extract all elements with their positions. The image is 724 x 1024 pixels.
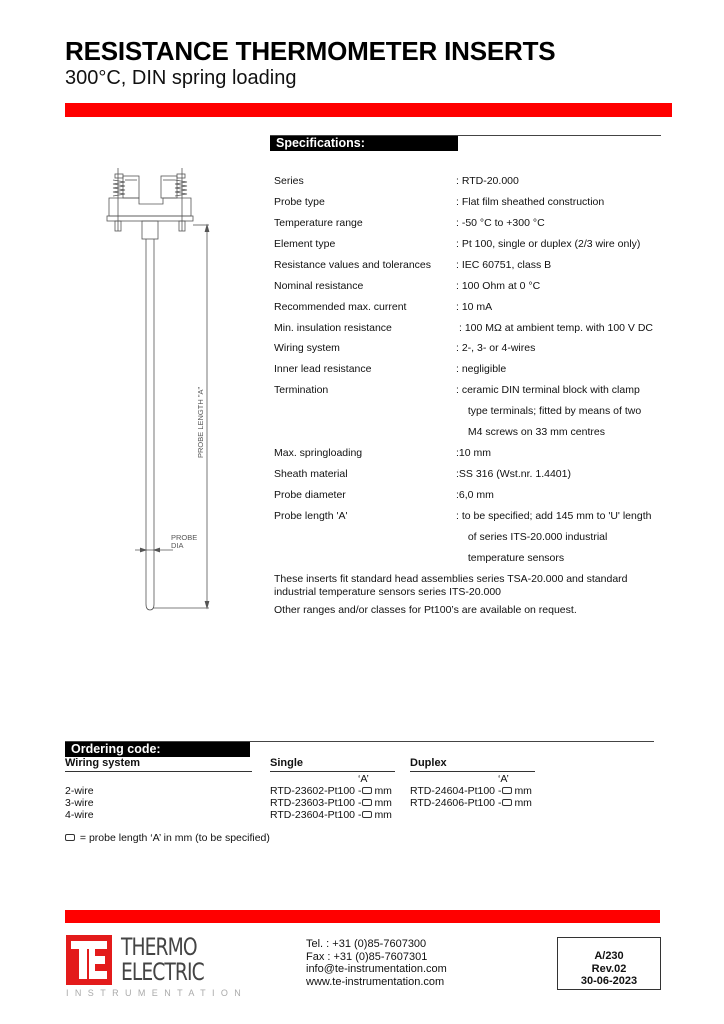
wiring-cell: 4-wire — [65, 809, 94, 821]
spec-label: Wiring system — [274, 342, 340, 354]
spec-value: M4 screws on 33 mm centres — [462, 426, 605, 438]
spec-value: : to be specified; add 145 mm to 'U' length — [456, 510, 652, 522]
spec-label: Nominal resistance — [274, 280, 364, 292]
single-underline — [270, 771, 395, 772]
length-placeholder-icon — [362, 787, 372, 794]
spec-label: Max. springloading — [274, 447, 363, 459]
spec-value: temperature sensors — [462, 552, 565, 564]
spec-value: : IEC 60751, class B — [456, 259, 552, 271]
doc-revision: Rev.02 — [591, 962, 627, 975]
header-red-bar — [65, 103, 672, 117]
single-code — [270, 797, 392, 809]
spec-value: : 100 Ohm at 0 °C — [456, 280, 541, 292]
spec-label: Sheath material — [274, 468, 348, 480]
page-subtitle: 300°C, DIN spring loading — [65, 67, 297, 89]
duplex-code — [410, 797, 532, 809]
spec-label: Min. insulation resistance — [274, 322, 392, 334]
spec-note-availability: Other ranges and/or classes for Pt100’s are available on request. — [274, 604, 577, 616]
spec-value: : negligible — [456, 363, 507, 375]
document-info-box — [557, 937, 661, 990]
duplex-a-marker: ‘A’ — [498, 773, 509, 785]
spec-value: : Pt 100, single or duplex (2/3 wire only) — [456, 238, 641, 250]
spec-label: Probe diameter — [274, 489, 346, 501]
wiring-cell: 2-wire — [65, 785, 94, 797]
footer-red-bar — [65, 910, 660, 923]
spec-label: Element type — [274, 238, 336, 250]
length-placeholder-icon — [362, 811, 372, 818]
spec-value: : 10 mA — [456, 301, 493, 313]
legend-text: = probe length ‘A’ in mm (to be specified) — [79, 832, 270, 844]
spec-label: Inner lead resistance — [274, 363, 372, 375]
code-text: RTD-23603-Pt100 - — [270, 797, 362, 809]
col-wiring-system: Wiring system — [65, 757, 141, 769]
length-placeholder-icon — [502, 787, 512, 794]
spec-value: : -50 °C to +300 °C — [456, 217, 545, 229]
unit-text: mm — [514, 797, 532, 809]
length-placeholder-icon — [65, 834, 75, 841]
code-text: RTD-24606-Pt100 - — [410, 797, 502, 809]
spec-label: Series — [274, 175, 304, 187]
te-logo-icon — [66, 935, 112, 985]
code-text: RTD-23602-Pt100 - — [270, 785, 362, 797]
unit-text: mm — [374, 797, 392, 809]
spec-value: :SS 316 (Wst.nr. 1.4401) — [456, 468, 571, 480]
logo-subtitle: INSTRUMENTATION — [66, 988, 248, 998]
spec-note-compatibility: These inserts fit standard head assemblies series TSA-20.000 and standard industrial temperature sensors series ITS-20.000 — [274, 573, 628, 598]
single-a-marker: ‘A’ — [358, 773, 369, 785]
spec-value: : Flat film sheathed construction — [456, 196, 605, 208]
page-title: RESISTANCE THERMOMETER INSERTS — [65, 36, 556, 66]
spec-label: Resistance values and tolerances — [274, 259, 432, 271]
spec-value: : 2-, 3- or 4-wires — [456, 342, 536, 354]
unit-text: mm — [374, 809, 392, 821]
ordering-heading: Ordering code: — [65, 742, 250, 757]
spec-value: :6,0 mm — [456, 489, 494, 501]
unit-text: mm — [514, 785, 532, 797]
spec-label: Termination — [274, 384, 329, 396]
ordering-legend — [65, 832, 270, 844]
spec-value: :10 mm — [456, 447, 492, 459]
unit-text: mm — [374, 785, 392, 797]
code-text: RTD-23604-Pt100 - — [270, 809, 362, 821]
contact-fax: Fax : +31 (0)85-7607301 — [306, 950, 428, 963]
length-placeholder-icon — [362, 799, 372, 806]
spec-label: Probe length 'A' — [274, 510, 348, 522]
spec-value: : 100 MΩ at ambient temp. with 100 V DC — [459, 322, 654, 334]
logo-word-thermo: THERMO — [121, 933, 197, 961]
col-single: Single — [270, 757, 304, 769]
code-text: RTD-24604-Pt100 - — [410, 785, 502, 797]
spec-label: Probe type — [274, 196, 325, 208]
wiring-underline — [65, 771, 252, 772]
length-placeholder-icon — [502, 799, 512, 806]
logo-word-electric: ELECTRIC — [121, 958, 204, 986]
spec-value: of series ITS-20.000 industrial — [462, 531, 608, 543]
single-code — [270, 785, 392, 797]
spec-value: : ceramic DIN terminal block with clamp — [456, 384, 640, 396]
duplex-underline — [410, 771, 535, 772]
probe-length-label: PROBE LENGTH "A" — [196, 386, 205, 458]
wiring-cell: 3-wire — [65, 797, 94, 809]
insert-drawing — [95, 168, 225, 618]
spec-label: Recommended max. current — [274, 301, 407, 313]
single-code — [270, 809, 392, 821]
spec-heading: Specifications: — [270, 136, 458, 151]
duplex-code — [410, 785, 532, 797]
probe-dia-label-1: PROBE — [171, 533, 198, 542]
contact-tel: Tel. : +31 (0)85-7607300 — [306, 938, 427, 950]
doc-number: A/230 — [594, 950, 624, 962]
contact-email[interactable]: info@te-instrumentation.com — [306, 963, 447, 975]
contact-website[interactable]: www.te-instrumentation.com — [306, 975, 445, 988]
spec-value: type terminals; fitted by means of two — [462, 405, 642, 417]
col-duplex: Duplex — [410, 757, 447, 769]
spec-label: Temperature range — [274, 217, 363, 229]
probe-dia-label-2: DIA — [171, 541, 184, 550]
spec-value: : RTD-20.000 — [456, 175, 519, 187]
doc-date: 30-06-2023 — [580, 975, 638, 987]
contact-block — [306, 938, 447, 988]
